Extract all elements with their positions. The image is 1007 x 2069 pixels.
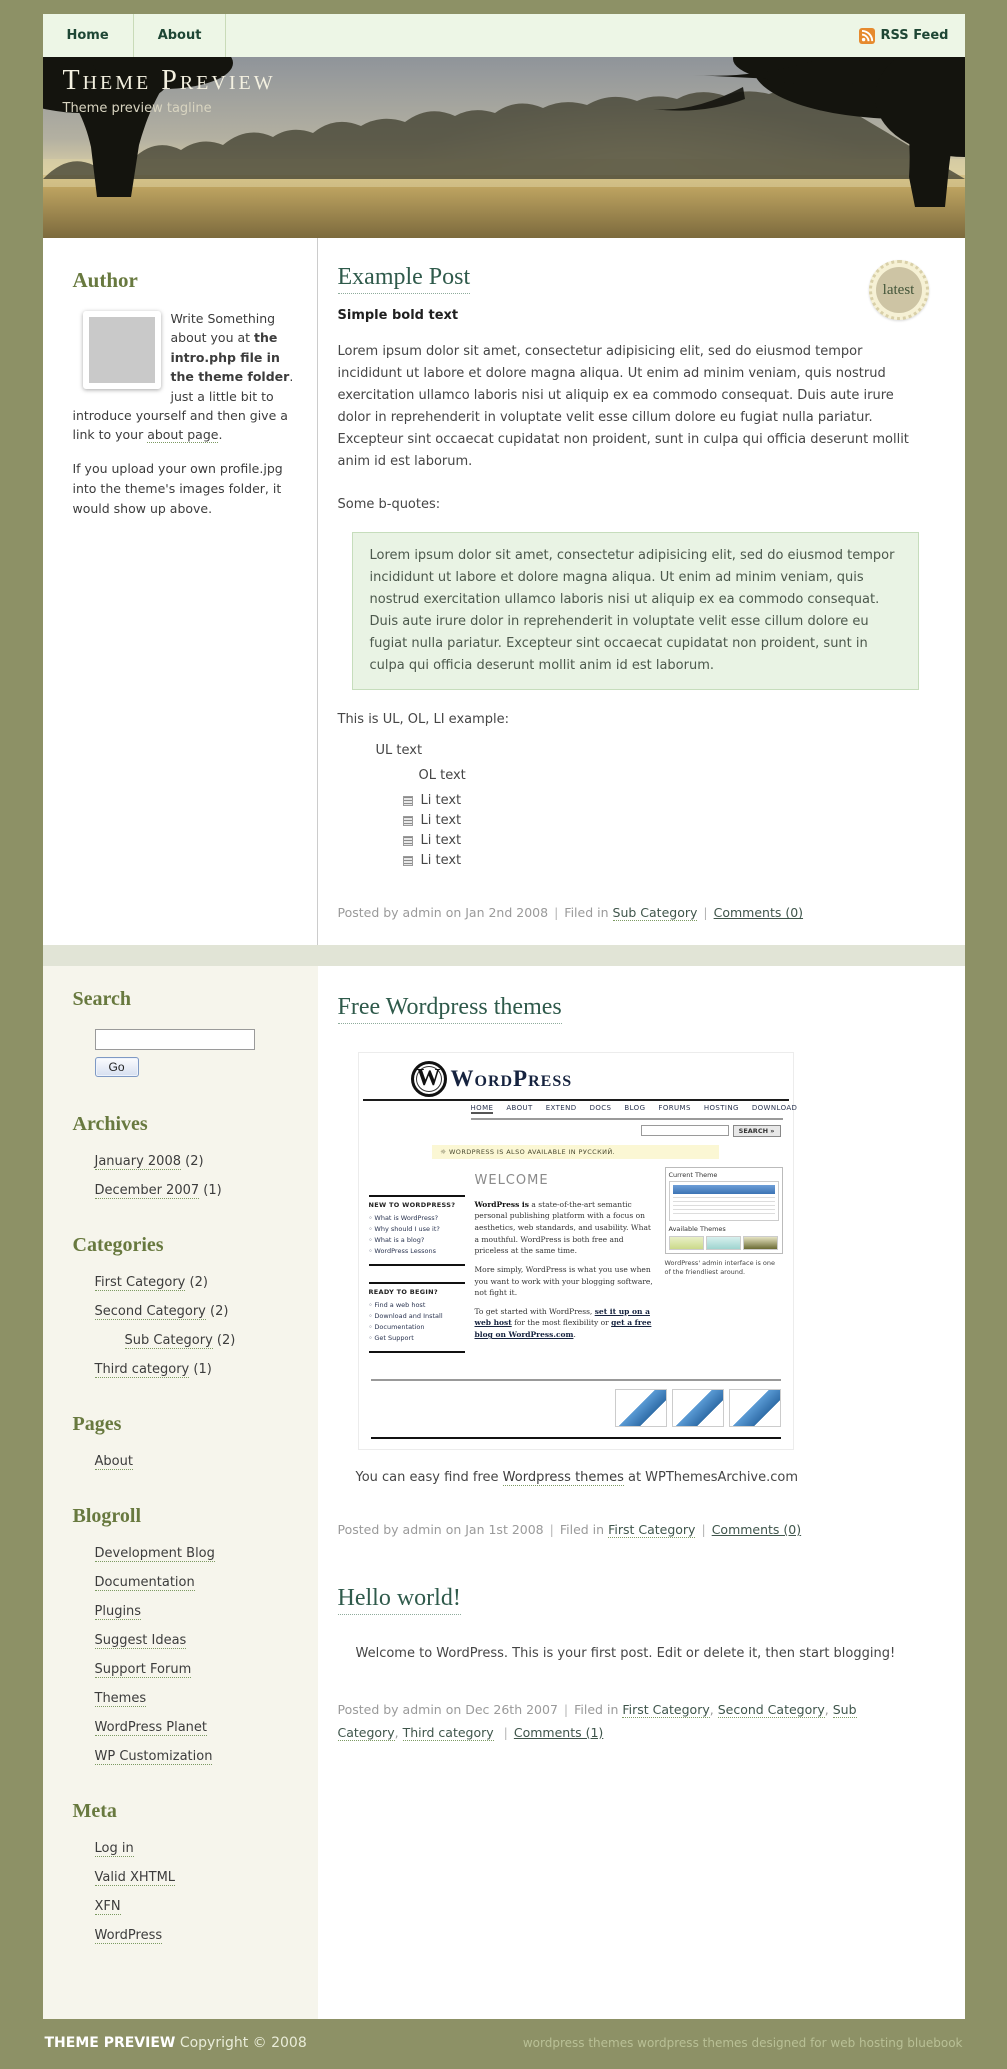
- archives-widget: [73, 1113, 300, 1198]
- pages-widget: [73, 1413, 300, 1469]
- wp-promo-thumbnails: [371, 1379, 781, 1427]
- author-intro-text-3: .: [218, 427, 223, 443]
- meta-item: [95, 1899, 300, 1914]
- wp-new-to-wordpress: [369, 1195, 465, 1266]
- author-avatar: [83, 311, 161, 389]
- latest-badge-label: latest: [876, 267, 922, 313]
- wordpress-site-screenshot: [358, 1052, 798, 1450]
- meta-posted-text: Posted by admin on Jan 1st 2008: [337, 1521, 544, 1537]
- category-item: [95, 1275, 300, 1290]
- list-item-label: Li text: [420, 793, 462, 809]
- rss-feed-link[interactable]: [859, 14, 965, 57]
- categories-heading: Categories: [72, 1233, 164, 1256]
- wp-available-themes-label: Available Themes: [668, 1224, 726, 1233]
- search-input[interactable]: [95, 1029, 255, 1050]
- post-free-wordpress-themes: [338, 994, 921, 1542]
- wp-para-2: More simply, WordPress is what you use when you want to work with your blogging software, not fight it.: [474, 1264, 653, 1298]
- author-intro: [73, 309, 297, 445]
- blogroll-item: [95, 1720, 300, 1735]
- wp-nav-blog[interactable]: BLOG: [624, 1103, 646, 1112]
- category-count: (2): [210, 1303, 229, 1319]
- post-paragraph: Lorem ipsum dolor sit amet, consectetur adipisicing elit, sed do eiusmod tempor incididunt ut labore et dolore magna aliqua. Ut enim ad minim veniam, quis nostrud exercitation ullamco laboris nisi ut aliquip ex ea commodo consequat. Duis aute irure dolor in reprehenderit in voluptate velit esse cillum dolore eu fugiat nulla pariatur. Excepteur sint occaecat cupidatat non proident, sunt in culpa qui officia deserunt mollit anim id est laborum.: [337, 344, 909, 470]
- meta-filed-label: Filed in: [574, 1702, 619, 1718]
- meta-category-link[interactable]: Second Category: [717, 1702, 825, 1718]
- wp-promo-thumb: [672, 1389, 724, 1427]
- wp-theme-thumb: [743, 1236, 778, 1250]
- meta-separator: [697, 905, 713, 920]
- category-link[interactable]: Second Category: [94, 1303, 206, 1319]
- meta-comments-link[interactable]: Comments (0): [711, 1521, 802, 1537]
- meta-link[interactable]: WordPress: [94, 1927, 163, 1943]
- rss-icon: [859, 28, 875, 44]
- wp-language-notice: ☼ WORDPRESS IS ALSO AVAILABLE IN РУССКИЙ.: [432, 1145, 718, 1159]
- list-item-label: Li text: [420, 813, 462, 829]
- footer-site-title: THEME PREVIEW: [44, 2034, 176, 2051]
- bquotes-label: Some b-quotes:: [337, 496, 441, 512]
- category-count: (1): [193, 1361, 212, 1377]
- category-count: (2): [216, 1332, 236, 1348]
- meta-category-link[interactable]: Sub Category: [612, 905, 698, 921]
- category-link[interactable]: Third category: [94, 1361, 190, 1377]
- wp-nav-extend[interactable]: EXTEND: [545, 1103, 577, 1112]
- author-intro-bold: the intro.php file in the theme folder: [170, 330, 290, 385]
- meta-separator: [548, 905, 564, 920]
- pages-heading: Pages: [72, 1412, 122, 1435]
- search-form: [95, 1029, 300, 1077]
- wordpress-w-icon: W: [411, 1061, 447, 1097]
- wp-side-heading: NEW TO WORDPRESS?: [368, 1200, 456, 1209]
- wp-side-link[interactable]: ◦ WordPress Lessons: [368, 1246, 437, 1255]
- post-bold-text: Simple bold text: [337, 308, 459, 323]
- archive-item: [95, 1183, 300, 1198]
- meta-link[interactable]: Valid XHTML: [94, 1869, 176, 1885]
- list-item: [403, 853, 921, 868]
- category-item: [95, 1304, 300, 1319]
- list-bullet-icon: [403, 796, 413, 806]
- list-bullet-icon: [403, 816, 413, 826]
- archive-link[interactable]: January 2008: [94, 1153, 181, 1169]
- site-title: Theme Preview: [62, 65, 276, 96]
- search-widget: [73, 988, 300, 1077]
- post-title-free-themes[interactable]: Free Wordpress themes: [338, 994, 562, 1024]
- meta-comments-link[interactable]: Comments (0): [713, 905, 804, 921]
- meta-separator: [544, 1522, 560, 1537]
- top-navigation: [43, 14, 965, 57]
- author-intro-text: Write Something about you at: [170, 311, 276, 346]
- search-go-button[interactable]: Go: [95, 1057, 139, 1077]
- wp-header: [363, 1059, 789, 1101]
- meta-widget: [73, 1800, 300, 1943]
- wp-welcome-heading: WELCOME: [474, 1172, 549, 1188]
- page-container: [43, 0, 965, 2019]
- wp-side-heading: READY TO BEGIN?: [368, 1287, 438, 1296]
- wp-side-link[interactable]: ◦ Why should I use it?: [368, 1224, 440, 1233]
- page-link-about[interactable]: About: [94, 1453, 133, 1469]
- hello-paragraph: Welcome to WordPress. This is your first post. Edit or delete it, then start blogging!: [355, 1646, 896, 1662]
- wp-para-3: To get started with WordPress,: [474, 1306, 595, 1316]
- blogroll-link[interactable]: Suggest Ideas: [94, 1632, 187, 1648]
- meta-posted-text: Posted by admin on Jan 2nd 2008: [337, 905, 549, 921]
- main-section: [43, 966, 965, 2019]
- latest-post-section: [43, 238, 965, 945]
- wp-current-theme-box: [665, 1167, 783, 1254]
- site-identity: [63, 65, 276, 116]
- about-page-link[interactable]: about page: [147, 427, 219, 443]
- archive-link[interactable]: December 2007: [94, 1182, 200, 1198]
- archive-item: [95, 1154, 300, 1169]
- meta-category-link[interactable]: Third category: [402, 1724, 494, 1740]
- wp-nav-forums[interactable]: FORUMS: [658, 1103, 691, 1112]
- list-item: [403, 813, 921, 828]
- blogroll-link[interactable]: WordPress Planet: [94, 1719, 208, 1735]
- wp-nav-home[interactable]: HOME: [470, 1103, 494, 1112]
- category-link[interactable]: First Category: [94, 1274, 186, 1290]
- wp-ready-to-begin: [369, 1282, 465, 1353]
- wp-promo-thumb: [615, 1389, 667, 1427]
- wp-freeblog-link[interactable]: get a free blog on WordPress.com: [474, 1318, 652, 1340]
- wp-para-3c: .: [573, 1330, 576, 1340]
- post-title-example-post[interactable]: Example Post: [338, 264, 471, 294]
- list-item-label: Li text: [420, 853, 462, 869]
- blogroll-link[interactable]: Support Forum: [94, 1661, 192, 1677]
- wp-promo-thumb: [729, 1389, 781, 1427]
- footer-copyright-text: Copyright © 2008: [179, 2034, 307, 2051]
- wp-para-bold: WordPress is: [474, 1199, 529, 1209]
- footer: [43, 2019, 965, 2069]
- archives-heading: Archives: [72, 1112, 148, 1135]
- list-item: [403, 833, 921, 848]
- caption-text-2: at WPThemesArchive.com: [623, 1469, 799, 1485]
- rss-label: RSS Feed: [880, 28, 949, 43]
- category-item: [95, 1362, 300, 1377]
- meta-category-link[interactable]: Sub Category: [337, 1702, 857, 1740]
- post-meta: [338, 1519, 921, 1542]
- wp-setup-link[interactable]: set it up on a web host: [474, 1306, 650, 1328]
- blockquote: Lorem ipsum dolor sit amet, consectetur adipisicing elit, sed do eiusmod tempor incididunt ut labore et dolore magna aliqua. Ut enim ad minim veniam, quis nostrud exercitation ullamco laboris nisi ut aliquip ex ea commodo consequat. Duis aute irure dolor in reprehenderit in voluptate velit esse cillum dolore eu fugiat nulla pariatur. Excepteur sint occaecat cupidatat non proident, sunt in culpa qui officia deserunt mollit anim id est laborum.: [352, 532, 919, 691]
- meta-item: [95, 1928, 300, 1943]
- list-item-label: Li text: [420, 833, 462, 849]
- blogroll-link[interactable]: WP Customization: [94, 1748, 213, 1764]
- blogroll-link[interactable]: Plugins: [94, 1603, 142, 1619]
- wp-left-sidebar: [369, 1167, 465, 1369]
- wp-theme-thumb: [706, 1236, 741, 1250]
- list-bullet-icon: [403, 836, 413, 846]
- meta-separator: [498, 1725, 514, 1740]
- footer-credits: wordpress themes wordpress themes designed for web hosting bluebook: [522, 2035, 963, 2050]
- meta-item: [95, 1841, 300, 1856]
- blogroll-item: [95, 1691, 300, 1706]
- caption-text: You can easy find free: [355, 1469, 503, 1485]
- header-banner: [43, 57, 965, 238]
- blogroll-item: [95, 1604, 300, 1619]
- wp-search-button[interactable]: SEARCH »: [733, 1125, 781, 1137]
- post-meta: [338, 902, 921, 925]
- category-link[interactable]: Sub Category: [124, 1332, 213, 1348]
- page-item: [95, 1454, 300, 1469]
- wordpress-logotype: WordPress: [450, 1065, 573, 1091]
- wp-nav-hosting[interactable]: HOSTING: [703, 1103, 739, 1112]
- wp-side-link[interactable]: ◦ Download and Install: [368, 1311, 443, 1320]
- wordpress-logo: [411, 1061, 573, 1097]
- wp-search-row: [371, 1125, 781, 1137]
- blogroll-item: [95, 1662, 300, 1677]
- wp-side-link[interactable]: ◦ What is WordPress?: [368, 1213, 439, 1222]
- wp-nav-about[interactable]: ABOUT: [506, 1103, 533, 1112]
- category-count: (2): [189, 1274, 208, 1290]
- nav-tab-about[interactable]: About: [134, 14, 227, 57]
- wp-theme-thumb: [669, 1236, 704, 1250]
- latest-post-content: [318, 238, 965, 945]
- ul-text: UL text: [375, 743, 423, 759]
- wp-theme-thumbnails: [669, 1236, 779, 1250]
- meta-item: [95, 1870, 300, 1885]
- archive-count: (1): [203, 1182, 222, 1198]
- meta-heading: Meta: [72, 1799, 117, 1822]
- post-hello-world: [338, 1585, 921, 1744]
- wp-theme-column: [665, 1167, 783, 1369]
- list-example-label: This is UL, OL, LI example:: [337, 712, 510, 728]
- posts-column: [318, 966, 965, 2019]
- meta-filed-label: Filed in: [559, 1521, 605, 1537]
- sidebar: [43, 966, 318, 2019]
- wp-columns: [359, 1159, 793, 1369]
- section-divider: [43, 945, 965, 966]
- latest-badge: [869, 260, 929, 320]
- meta-link[interactable]: XFN: [94, 1898, 121, 1914]
- wp-admin-thumbnail: [669, 1181, 779, 1221]
- meta-separator: [695, 1522, 711, 1537]
- blogroll-widget: [73, 1505, 300, 1764]
- wp-para-3b: for the most flexibility or: [511, 1318, 612, 1328]
- nav-tab-home[interactable]: Home: [43, 14, 134, 57]
- blogroll-link[interactable]: Development Blog: [94, 1545, 215, 1561]
- post-title-hello-world[interactable]: Hello world!: [338, 1585, 461, 1615]
- blogroll-item: [95, 1633, 300, 1648]
- wp-para-1: a state-of-the-art semantic personal publishing platform with a focus on aesthetics, web standards, and usability. What a mouthful. WordPress is both free and priceless at the same time.: [474, 1199, 651, 1256]
- meta-link[interactable]: Log in: [94, 1840, 134, 1856]
- blogroll-item: [95, 1546, 300, 1561]
- categories-widget: [73, 1234, 300, 1377]
- wp-bottom-rule: [371, 1437, 781, 1439]
- author-note: If you upload your own profile.jpg into the theme's images folder, it would show up above.: [72, 460, 283, 516]
- wp-search-input[interactable]: [641, 1125, 729, 1136]
- post-meta: [338, 1699, 921, 1744]
- wp-side-link[interactable]: ◦ Get Support: [368, 1333, 414, 1342]
- wp-admin-caption: WordPress' admin interface is one of the friendliest around.: [664, 1258, 776, 1276]
- author-intro-text-2: . just a little bit to introduce yourself and then give a link to your: [72, 369, 294, 443]
- blogroll-heading: Blogroll: [72, 1504, 142, 1527]
- wp-side-link[interactable]: ◦ Find a web host: [368, 1300, 426, 1309]
- site-tagline: Theme preview tagline: [62, 101, 212, 116]
- meta-category-link[interactable]: First Category: [622, 1702, 710, 1718]
- footer-copyright: [45, 2035, 307, 2051]
- archive-count: (2): [185, 1153, 204, 1169]
- list-bullet-icon: [403, 856, 413, 866]
- wp-side-link[interactable]: ◦ What is a blog?: [368, 1235, 425, 1244]
- wordpress-themes-link[interactable]: Wordpress themes: [502, 1469, 624, 1485]
- meta-separator: [558, 1702, 574, 1717]
- blogroll-link[interactable]: Documentation: [94, 1574, 195, 1590]
- wp-nav-docs[interactable]: DOCS: [589, 1103, 612, 1112]
- author-sidebar: [43, 238, 318, 945]
- meta-comments-link[interactable]: Comments (1): [513, 1724, 604, 1740]
- blogroll-item: [95, 1749, 300, 1764]
- wp-nav: [470, 1103, 798, 1120]
- themes-caption: [356, 1470, 921, 1485]
- blogroll-item: [95, 1575, 300, 1590]
- wp-welcome-column: [475, 1167, 655, 1369]
- meta-posted-text: Posted by admin on Dec 26th 2007: [337, 1702, 558, 1718]
- meta-filed-label: Filed in: [564, 905, 609, 921]
- wp-side-link[interactable]: ◦ Documentation: [368, 1322, 425, 1331]
- blogroll-link[interactable]: Themes: [94, 1690, 147, 1706]
- author-heading: Author: [72, 268, 138, 292]
- list-item: [403, 793, 921, 808]
- search-heading: Search: [72, 987, 132, 1010]
- category-item-sub: [125, 1333, 300, 1348]
- ol-text: OL text: [418, 768, 466, 784]
- wp-current-theme-label: Current Theme: [668, 1170, 718, 1179]
- meta-category-link[interactable]: First Category: [608, 1521, 696, 1537]
- wp-nav-download[interactable]: DOWNLOAD: [751, 1103, 798, 1112]
